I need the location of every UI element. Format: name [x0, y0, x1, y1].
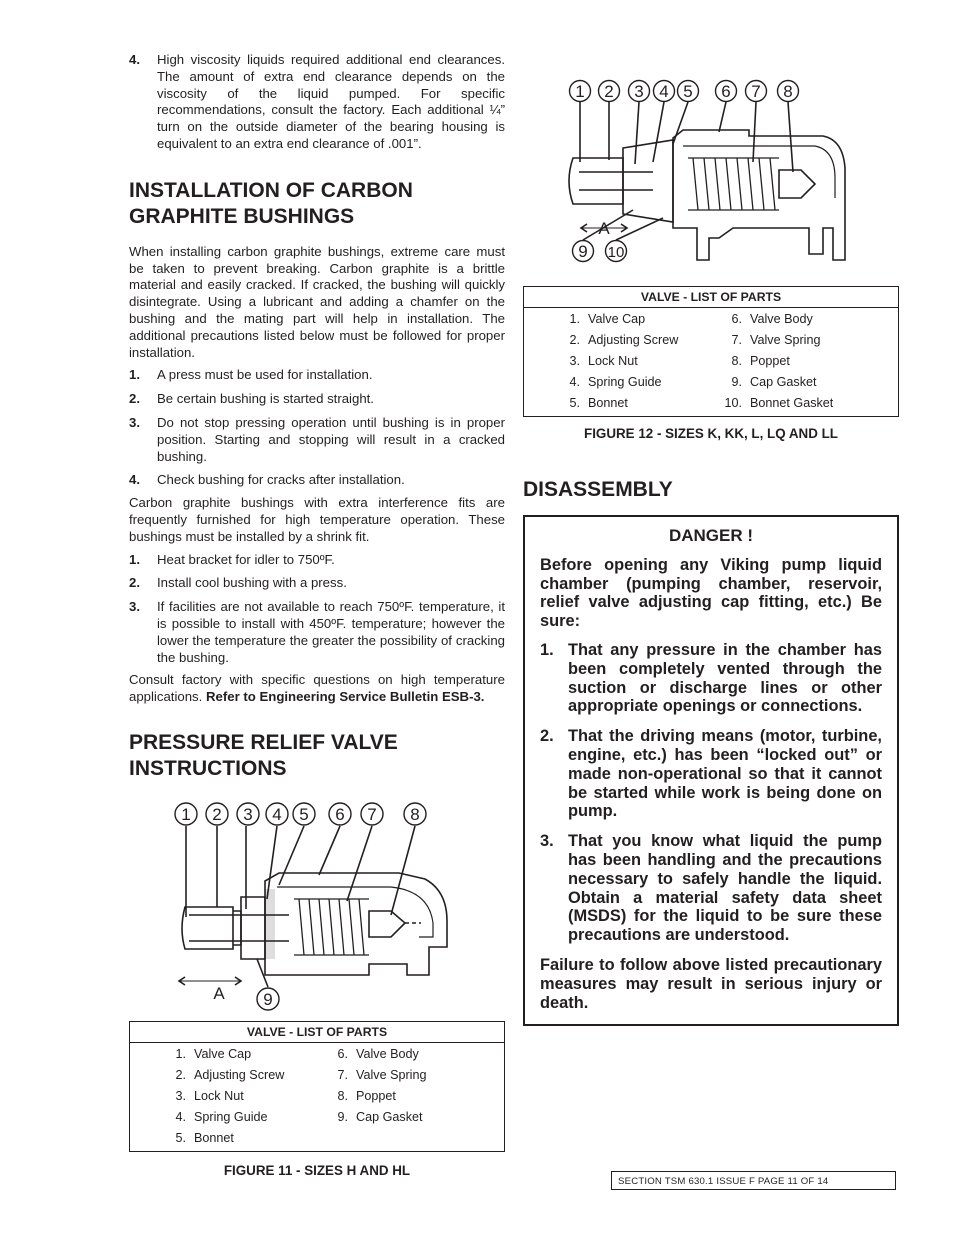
right-column: [523, 78, 899, 1026]
danger-title: DANGER !: [668, 526, 754, 545]
callout-1: [570, 81, 591, 102]
list-item: 1. Heat bracket for idler to 750ºF.: [129, 551, 335, 567]
carbon-para2: Carbon graphite bushings with extra interference fits are frequently furnished for high temperature operation. These bushings must be installed by a shrink fit.: [129, 495, 505, 544]
svg-text:2: 2: [604, 82, 614, 101]
svg-text:5: 5: [683, 82, 693, 101]
callout-3: [237, 803, 259, 825]
callout-2: [206, 803, 228, 825]
svg-text:8: 8: [783, 82, 793, 101]
list-item: 3. Do not stop pressing operation until bushing is in proper position. Starting and stopping will result in a cracked bushing.: [129, 414, 505, 464]
page-footer: SECTION TSM 630.1 ISSUE F PAGE 11 OF 14: [611, 1171, 896, 1190]
callout-5: [293, 803, 315, 825]
danger-intro: Before opening any Viking pump liquid chamber (pumping chamber, reservoir, relief valve adjusting cap fitting, etc.) Be sure:: [540, 555, 882, 631]
carbon-list2: [129, 552, 505, 667]
callout-4: [654, 81, 675, 102]
disassembly-heading: DISASSEMBLY: [523, 478, 673, 501]
callout-6: [329, 803, 351, 825]
parts-grid: 1. Valve Cap 6. Valve Body 2. Adjusting Screw 7. Valve Spring 3. Lock Nut 8. Poppet 4. Spring Guide 9. Cap Gasket 5. Bonnet: [175, 1046, 427, 1145]
danger-warning: Failure to follow above listed precautionary measures may result in serious injury or death.: [540, 955, 882, 1012]
callout-7: [361, 803, 383, 825]
carbon-para1: When installing carbon graphite bushings, extreme care must be taken to prevent breaking. Carbon graphite is a brittle material and easily cracked. If cracked, the bushing will quickly disintegrate. Using a lubricant and adding a chamfer on the bushing and the mating part will help in installation. The additional precautions listed below must be followed for proper installation.: [129, 243, 505, 360]
list-item: 3. If facilities are not available to reach 750ºF. temperature, it is possible to install with 450ºF. temperature; however the lower the temperature the greater the possibility of cracking the bushing.: [129, 599, 505, 665]
svg-text:1: 1: [575, 82, 585, 101]
danger-item: 1. That any pressure in the chamber has been completely vented through the suction or discharge lines or other appropriate openings or connections.: [540, 640, 882, 716]
danger-box: [523, 515, 899, 1026]
callout-8: [778, 81, 799, 102]
carbon-list1: [129, 367, 505, 489]
parts-table-title: VALVE - LIST OF PARTS: [130, 1022, 504, 1043]
left-column: [129, 52, 505, 1178]
callout-1: [175, 803, 197, 825]
callout-6: [716, 81, 737, 102]
callout-2: [599, 81, 620, 102]
svg-text:6: 6: [335, 804, 345, 824]
figure-11-diagram: [129, 799, 505, 1014]
carbon-heading: INSTALLATION OF CARBON GRAPHITE BUSHINGS: [129, 178, 413, 228]
svg-text:3: 3: [634, 82, 644, 101]
svg-text:4: 4: [659, 82, 669, 101]
relief-heading: PRESSURE RELIEF VALVE INSTRUCTIONS: [129, 730, 398, 780]
list-item: 4. Check bushing for cracks after installation.: [129, 472, 405, 488]
svg-text:3: 3: [243, 804, 253, 824]
intro-list-item: 4. High viscosity liquids required additional end clearances. The amount of extra end clearance depends on the viscosity of the liquid pumped. For specific recommendations, consult the factory. Each additional ¼” turn on the outside diameter of the bearing housing is equivalent to an extra end clearance of .001”.: [129, 52, 505, 151]
parts-table-title: VALVE - LIST OF PARTS: [524, 287, 898, 308]
figure-11-parts-table: [129, 1021, 505, 1152]
svg-text:8: 8: [410, 804, 420, 824]
svg-text:10: 10: [607, 244, 625, 261]
dimension-a-label: A: [598, 219, 610, 238]
list-item: 2. Be certain bushing is started straight.: [129, 391, 374, 407]
svg-text:9: 9: [578, 242, 588, 261]
callout-8: [404, 803, 426, 825]
svg-text:2: 2: [212, 804, 222, 824]
danger-item: 2. That the driving means (motor, turbine, engine, etc.) has been “locked out” or made non-operational so that it cannot be started while work is being done on pump.: [540, 727, 882, 821]
figure-12-parts-table: [523, 286, 899, 417]
callout-9: [573, 241, 594, 262]
figure-12-caption: FIGURE 12 - SIZES K, KK, L, LQ AND LL: [584, 426, 838, 441]
callout-3: [629, 81, 650, 102]
list-item: 1. A press must be used for installation.: [129, 367, 373, 383]
callout-7: [746, 81, 767, 102]
figure-12-diagram: [523, 78, 899, 268]
parts-grid: 1. Valve Cap 6. Valve Body 2. Adjusting Screw 7. Valve Spring 3. Lock Nut 8. Poppet 4. Spring Guide 9. Cap Gasket 5. Bonnet 10. Bonnet Gasket: [569, 312, 834, 410]
svg-text:4: 4: [272, 804, 282, 824]
svg-text:5: 5: [299, 804, 309, 824]
callout-4: [266, 803, 288, 825]
danger-item: 3. That you know what liquid the pump has been handling and the precautions necessary to safely handle the liquid. Obtain a material safety data sheet (MSDS) for the liquid to be sure these precautions are understood.: [540, 832, 882, 945]
svg-text:1: 1: [181, 804, 191, 824]
carbon-para3: Consult factory with specific questions on high temperature applications. Refer to Engineering Service Bulletin ESB-3.: [129, 672, 505, 705]
figure-11-caption: FIGURE 11 - SIZES H AND HL: [223, 1162, 411, 1178]
svg-text:7: 7: [751, 82, 761, 101]
svg-text:6: 6: [721, 82, 731, 101]
list-item: 2. Install cool bushing with a press.: [129, 575, 347, 591]
svg-text:9: 9: [263, 989, 273, 1009]
callout-5: [678, 81, 699, 102]
callout-10: [606, 241, 627, 262]
callout-9: [257, 988, 279, 1010]
dimension-a-label: A: [213, 983, 225, 1003]
svg-text:7: 7: [367, 804, 377, 824]
